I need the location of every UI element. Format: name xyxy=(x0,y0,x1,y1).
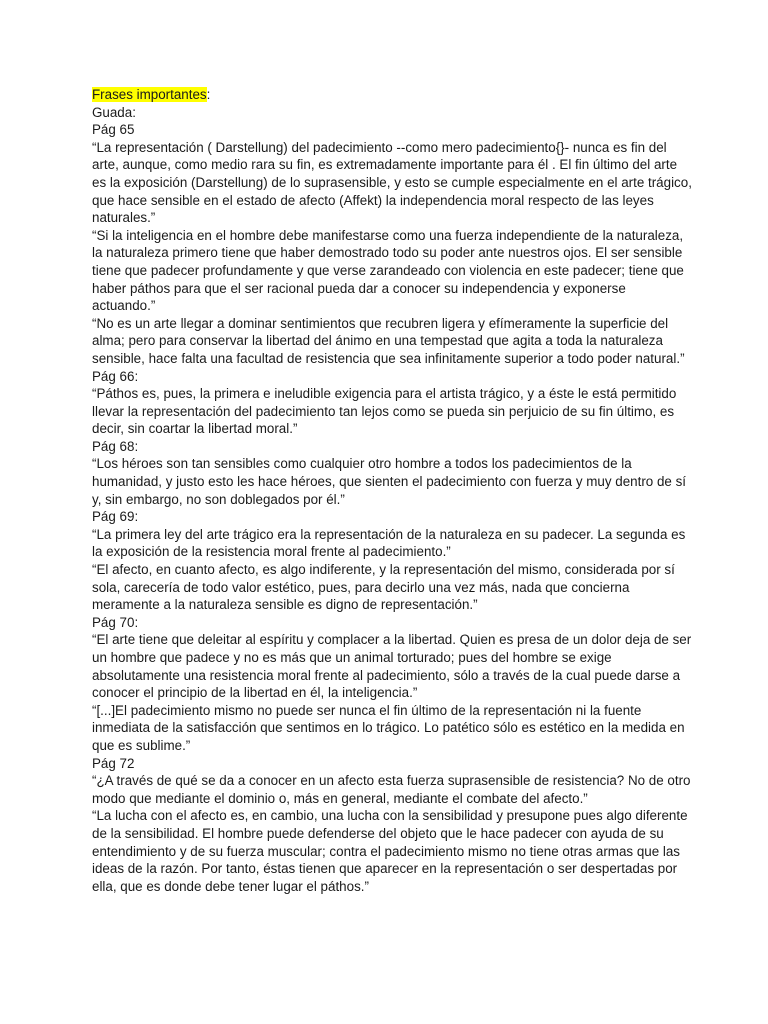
quote-65-3: “No es un arte llegar a dominar sentimientos que recubren ligera y efímeramente la superficie del alma; pero para conservar la libertad del ánimo en una tempestad que agita a toda la naturaleza sensible, hace falta una facultad de resistencia que sea infinitamente superior a todo poder natural.” xyxy=(92,315,685,366)
quote-69-2: “El afecto, en cuanto afecto, es algo indiferente, y la representación del mismo, considerada por sí sola, carecería de todo valor estético, pues, para decirlo una vez más, nada que concierna meramente a la naturaleza sensible es digno de representación.” xyxy=(92,562,675,613)
author-label: Guada: xyxy=(92,104,136,120)
heading-highlight: Frases importantes xyxy=(92,87,207,102)
page-ref-69: Pág 69: xyxy=(92,509,139,525)
quote-70-2: “[...]El padecimiento mismo no puede ser nunca el fin último de la representación ni la fuente inmediata de la satisfacción que sentimos en lo trágico. Lo patético sólo es estético en la medida en que es sublime.” xyxy=(92,702,685,753)
page-ref-66: Pág 66: xyxy=(92,368,139,384)
page-ref-72: Pág 72 xyxy=(92,755,135,771)
document-heading xyxy=(92,86,692,104)
quote-65-1: “La representación ( Darstellung) del padecimiento --como mero padecimiento{}- nunca es fin del arte, aunque, como medio rara su fin, es extremadamente importante para él . El fin último del arte es la exposición (Darstellung) de lo suprasensible, y esto se cumple especialmente en el arte trágico, que hace sensible en el estado de afecto (Affekt) la independencia moral respecto de las leyes naturales.” xyxy=(92,139,692,226)
quote-68-1: “Los héroes son tan sensibles como cualquier otro hombre a todos los padecimientos de la humanidad, y justo esto les hace héroes, que sienten el padecimiento con fuerza y muy dentro de sí y, sin embargo, no son doblegados por él.” xyxy=(92,456,687,507)
quote-72-2: “La lucha con el afecto es, en cambio, una lucha con la sensibilidad y presupone pues algo diferente de la sensibilidad. El hombre puede defenderse del objeto que le hace padecer con ayuda de su entendimiento y de su fuerza muscular; contra el padecimiento mismo no tiene otras armas que las ideas de la razón. Por tanto, éstas tienen que aparecer en la representación o ser despertadas por ella, que es donde debe tener lugar el páthos.” xyxy=(92,808,688,894)
page-ref-65: Pág 65 xyxy=(92,122,135,138)
quote-65-2: “Si la inteligencia en el hombre debe manifestarse como una fuerza independiente de la naturaleza, la naturaleza primero tiene que haber demostrado todo su poder ante nuestros ojos. El ser sensible tiene que padecer profundamente y que verse zarandeado con violencia en este padecer; tiene que haber páthos para que el ser racional pueda dar a conocer su independencia y exponerse actuando.” xyxy=(92,227,684,314)
page-ref-70: Pág 70: xyxy=(92,614,139,630)
heading-colon: : xyxy=(206,87,211,102)
page-ref-68: Pág 68: xyxy=(92,438,139,454)
quote-70-1: “El arte tiene que deleitar al espíritu y complacer a la libertad. Quien es presa de un dolor deja de ser un hombre que padece y no es más que un animal torturado; pues del hombre se exige absolutamente una resistencia moral frente al padecimiento, sólo a través de la cual puede darse a conocer el principio de la libertad en él, la inteligencia.” xyxy=(92,632,692,701)
document-body xyxy=(92,86,692,895)
quote-72-1: “¿A través de qué se da a conocer en un afecto esta fuerza suprasensible de resistencia? No de otro modo que mediante el dominio o, más en general, mediante el combate del afecto.” xyxy=(92,773,691,806)
quote-66-1: “Páthos es, pues, la primera e ineludible exigencia para el artista trágico, y a éste le está permitido llevar la representación del padecimiento tan lejos como se pueda sin perjuicio de su fin último, es decir, sin coartar la libertad moral.” xyxy=(92,386,677,437)
quote-69-1: “La primera ley del arte trágico era la representación de la naturaleza en su padecer. La segunda es la exposición de la resistencia moral frente al padecimiento.” xyxy=(92,526,686,560)
